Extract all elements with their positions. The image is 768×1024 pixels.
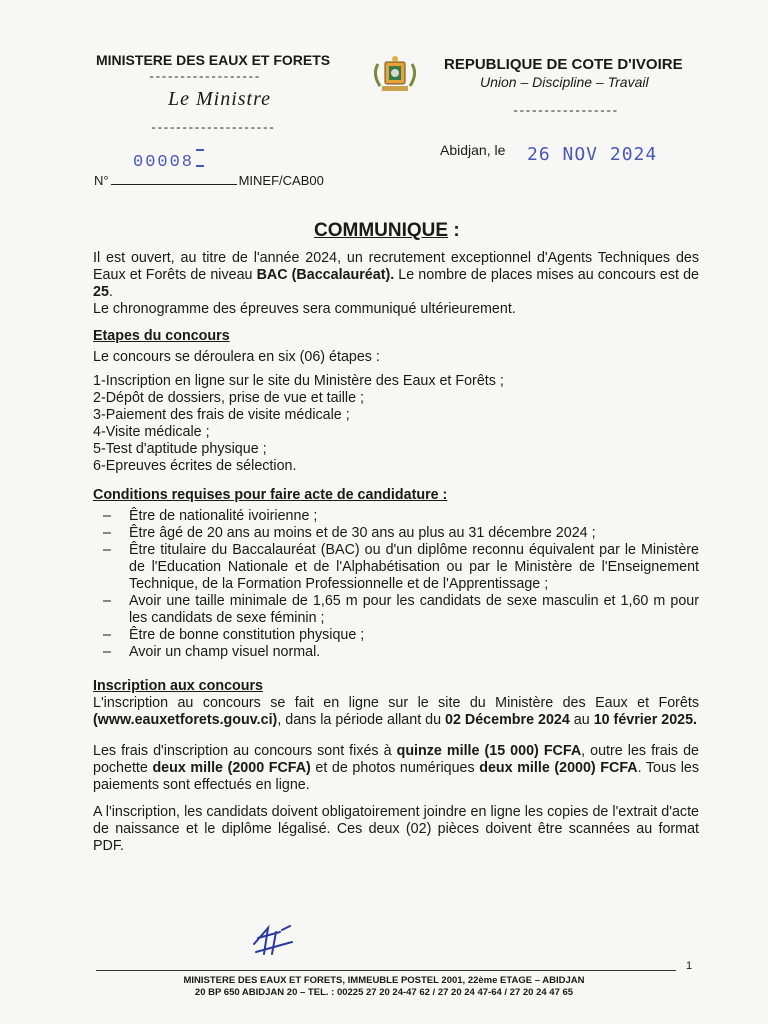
list-item: – Avoir un champ visuel normal. — [93, 644, 699, 661]
reference-line: N° MINEF/CAB00 — [94, 173, 324, 188]
coat-of-arms-icon — [368, 54, 422, 99]
separator-dashes: ------------------ — [148, 70, 260, 84]
list-item: – Être âgé de 20 ans au moins et de 30 ans au plus au 31 décembre 2024 ; — [93, 525, 699, 542]
intro-paragraph: Il est ouvert, au titre de l'année 2024, un recrutement exceptionnel d'Agents Techniques des Eaux et Forêts de niveau BAC (Baccalauréat). Le nombre de places mises au concours est de 25. — [93, 250, 699, 300]
list-item: 1-Inscription en ligne sur le site du Ministère des Eaux et Forêts ; — [93, 373, 504, 389]
conditions-list — [93, 508, 699, 661]
list-item: 6-Epreuves écrites de sélection. — [93, 458, 297, 474]
list-item: 5-Test d'aptitude physique ; — [93, 441, 267, 457]
etapes-lead: Le concours se déroulera en six (06) étapes : — [93, 349, 380, 365]
ministry-name: MINISTERE DES EAUX ET FORETS — [96, 52, 331, 68]
document-body — [93, 250, 699, 855]
footer-line: 20 BP 650 ABIDJAN 20 – TEL. : 00225 27 20 24-47 62 / 27 20 24 47-64 / 27 20 24 47 65 — [194, 987, 574, 998]
schedule-note: Le chronogramme des épreuves sera communiqué ultérieurement. — [93, 301, 516, 317]
national-motto: Union – Discipline – Travail — [480, 74, 649, 90]
footer-address — [0, 975, 768, 999]
republic-name: REPUBLIQUE DE COTE D'IVOIRE — [444, 56, 683, 73]
place-label: Abidjan, le — [440, 142, 506, 158]
list-item: 3-Paiement des frais de visite médicale ; — [93, 407, 350, 423]
footer-line: MINISTERE DES EAUX ET FORETS, IMMEUBLE POSTEL 2001, 22ème ETAGE – ABIDJAN — [183, 975, 585, 986]
document-title: COMMUNIQUE : — [314, 220, 460, 241]
footer-divider — [96, 970, 676, 971]
handwritten-signature-icon — [246, 924, 306, 965]
list-item: – Avoir une taille minimale de 1,65 m pour les candidats de sexe masculin et 1,60 m pour les candidats de sexe féminin ; — [93, 593, 699, 627]
section-heading-etapes: Etapes du concours — [93, 328, 230, 344]
date-stamp: 26 NOV 2024 — [527, 144, 658, 165]
inscription-paragraph: L'inscription au concours se fait en ligne sur le site du Ministère des Eaux et Forêts (www.eauxetforets.gouv.ci), dans la période allant du 02 Décembre 2024 au 10 février 2025. — [93, 695, 699, 728]
separator-dashes: -------------------- — [150, 121, 275, 135]
list-item: – Être de nationalité ivoirienne ; — [93, 508, 699, 525]
list-item: – Être de bonne constitution physique ; — [93, 627, 699, 644]
documents-paragraph: A l'inscription, les candidats doivent obligatoirement joindre en ligne les copies de l'extrait d'acte de naissance et le diplôme légalisé. Ces deux (02) pièces doivent être scannées au format PDF. — [93, 804, 699, 854]
steps-list — [93, 373, 699, 475]
list-item: – Être titulaire du Baccalauréat (BAC) ou d'un diplôme reconnu équivalent par le Ministère de l'Education Nationale et de l'Alphabétisation ou par le Ministère de l'Enseignement Technique, de la Formation Professionnelle et de l'Apprentissage ; — [93, 542, 699, 593]
list-item: 4-Visite médicale ; — [93, 424, 210, 440]
minister-signature-title: Le Ministre — [168, 88, 272, 110]
page-number: 1 — [686, 960, 693, 972]
separator-dashes: ----------------- — [512, 104, 618, 118]
reference-stamp-number: 00008 — [133, 149, 204, 172]
fees-paragraph: Les frais d'inscription au concours sont fixés à quinze mille (15 000) FCFA, outre les frais de pochette deux mille (2000 FCFA) et de photos numériques deux mille (2000) FCFA. Tous les paiements sont effectués en ligne. — [93, 743, 699, 793]
section-heading-conditions: Conditions requises pour faire acte de candidature : — [93, 487, 448, 503]
section-heading-inscription: Inscription aux concours — [93, 678, 264, 694]
list-item: 2-Dépôt de dossiers, prise de vue et taille ; — [93, 390, 364, 406]
